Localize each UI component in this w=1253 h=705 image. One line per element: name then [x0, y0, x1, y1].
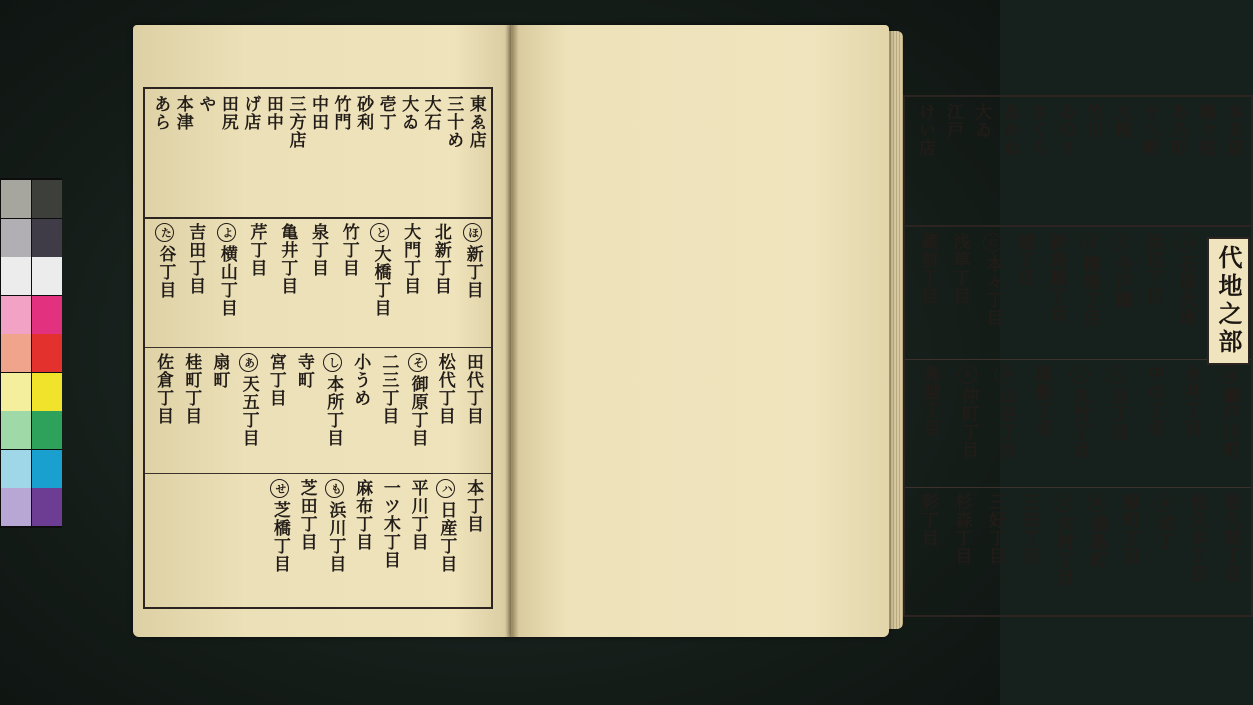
- entry-column: [219, 95, 236, 213]
- circle-mark: ほ: [1219, 365, 1238, 384]
- entry-column: [350, 353, 371, 469]
- entry-column: [185, 223, 206, 343]
- entry-column: [174, 95, 191, 213]
- entry-text: 竹門: [330, 95, 351, 131]
- entry-text: ゐのり: [1055, 103, 1075, 157]
- entry-text: 三十め: [443, 95, 464, 149]
- entry-column: [155, 223, 174, 343]
- entry-column: [267, 353, 284, 469]
- entry-text: 吉田丁目: [185, 223, 206, 295]
- entry-column: [983, 233, 1002, 355]
- entry-text: 三方店: [285, 95, 306, 149]
- entry-column: [917, 233, 938, 355]
- entry-text: 本所丁目: [323, 375, 344, 447]
- entry-text: 彩丁目: [917, 493, 938, 547]
- entry-text: 芹丁目: [246, 223, 267, 277]
- color-patch: [32, 296, 62, 334]
- circle-mark: は: [1079, 233, 1098, 252]
- entry-text: 一ツ木丁目: [379, 479, 400, 569]
- entry-text: 北新丁目: [430, 223, 451, 295]
- entry-column: [1224, 103, 1241, 221]
- entry-column: [467, 95, 484, 213]
- book-spine: [505, 25, 519, 637]
- color-patch: [32, 257, 62, 295]
- entry-column: [1000, 103, 1017, 221]
- circle-mark: い: [1176, 233, 1195, 252]
- entry-text: けい店: [915, 103, 935, 157]
- entry-text: 本々丁目: [982, 255, 1003, 327]
- entry-column: [919, 493, 936, 609]
- entry-text: 二三丁目: [378, 353, 399, 425]
- divider: [145, 347, 491, 348]
- entry-text: 佐倉丁目: [153, 353, 174, 425]
- entry-text: 田代丁目: [462, 353, 483, 425]
- entry-text: 大橋丁目: [370, 245, 391, 317]
- entry-text: 芝橋丁目: [269, 501, 290, 573]
- entry-column: [323, 353, 342, 469]
- entry-column: [1020, 493, 1037, 609]
- entry-text: 本ゑ店: [1223, 103, 1243, 157]
- entry-text: 宮丁目: [265, 353, 286, 407]
- entry-text: あら: [150, 95, 171, 131]
- entry-column: [353, 95, 374, 213]
- entry-text: 瀬戸川町: [1219, 387, 1240, 459]
- entry-text: 旦丁目: [1107, 387, 1128, 441]
- entry-column: [400, 223, 421, 343]
- entry-text: や: [195, 95, 216, 113]
- entry-text: 湯島町: [1086, 515, 1107, 569]
- circle-mark: た: [155, 223, 174, 242]
- color-patch: [1, 450, 31, 488]
- circle-mark: せ: [270, 479, 289, 498]
- entry-text: 永井丁目: [1181, 365, 1201, 437]
- entry-column: [1107, 365, 1126, 483]
- color-patch: [32, 180, 62, 218]
- entry-text: 山谷丁目: [995, 387, 1016, 459]
- entry-text: 仲町丁目: [958, 387, 978, 459]
- entry-text: 寺町: [293, 353, 314, 389]
- entry-column: [1056, 103, 1073, 221]
- color-patch: [1, 334, 31, 372]
- entry-column: [1112, 103, 1129, 221]
- entry-column: [309, 223, 326, 343]
- circle-mark: と: [370, 223, 389, 242]
- entry-column: [248, 223, 265, 343]
- entry-column: [240, 95, 261, 213]
- color-patch: [1, 296, 31, 334]
- entry-column: [1168, 103, 1185, 221]
- entry-text: 梅ヶ枝: [1195, 103, 1215, 157]
- entry-column: [1154, 493, 1173, 609]
- entry-text: あかね: [999, 103, 1019, 157]
- entry-column: [1053, 493, 1072, 609]
- entry-column: [1140, 103, 1157, 221]
- entry-column: [370, 223, 389, 343]
- entry-text: 諸丁目: [1013, 233, 1034, 287]
- entry-column: [239, 353, 258, 469]
- color-patch: [32, 488, 62, 526]
- color-patch: [32, 450, 62, 488]
- left-page: [133, 25, 511, 637]
- entry-text: 三田丁目: [1018, 493, 1039, 565]
- entry-text: 本丁目: [463, 479, 484, 533]
- color-patch: [32, 411, 62, 449]
- color-patch: [32, 334, 62, 372]
- circle-mark: ち: [958, 365, 977, 384]
- entry-column: [325, 479, 344, 601]
- entry-text: 石原代地: [1175, 255, 1196, 327]
- right-page: [511, 25, 1243, 637]
- entry-column: [1070, 365, 1089, 483]
- entry-column: [270, 479, 289, 601]
- entry-text: 大石: [420, 95, 441, 131]
- color-patch: [32, 219, 62, 257]
- entry-text: 大ゐ: [398, 95, 419, 131]
- entry-text: 浜辺丁目: [1142, 233, 1163, 305]
- entry-text: 三好丁目: [985, 493, 1005, 565]
- entry-text: 平川丁目: [407, 479, 428, 551]
- entry-column: [1182, 365, 1199, 483]
- entry-text: 日産丁目: [436, 501, 457, 573]
- entry-column: [944, 103, 961, 221]
- entry-column: [277, 223, 298, 343]
- circle-mark: よ: [217, 223, 236, 242]
- circle-mark: そ: [408, 353, 427, 372]
- entry-column: [1220, 493, 1241, 609]
- entry-column: [432, 223, 449, 343]
- entry-column: [1079, 233, 1098, 355]
- entry-text: 竹丁目: [338, 223, 359, 277]
- entry-column: [309, 95, 326, 213]
- entry-text: 天五丁目: [238, 375, 259, 447]
- entry-column: [986, 493, 1003, 609]
- entry-text: 壱丁: [375, 95, 396, 131]
- entry-text: 小うめ: [350, 353, 371, 407]
- circle-mark: へ: [1107, 365, 1126, 384]
- color-patch: [1, 180, 31, 218]
- color-patch: [1, 257, 31, 295]
- entry-text: 東ゑ店: [465, 95, 486, 149]
- entry-text: 御原丁目: [407, 375, 428, 447]
- entry-text: 鳥越丁目: [919, 365, 940, 437]
- entry-column: [443, 95, 464, 213]
- entry-text: 宍村丁目: [1053, 515, 1074, 587]
- section-title: 代地之部: [1207, 237, 1250, 365]
- entry-text: 新鳥越丁目: [1046, 233, 1066, 323]
- color-patch: [1, 373, 31, 411]
- entry-column: [921, 365, 938, 483]
- entry-text: 浅草丁目: [949, 233, 970, 305]
- entry-column: [264, 95, 281, 213]
- entry-column: [377, 95, 394, 213]
- entry-column: [1047, 233, 1064, 355]
- entry-text: 中の丁目: [1143, 365, 1164, 437]
- entry-text: 竹川: [1083, 103, 1103, 139]
- divider: [905, 487, 1251, 488]
- circle-mark: ろ: [1111, 233, 1130, 252]
- entry-text: 桂町丁目: [181, 353, 202, 425]
- circle-mark: ス: [1053, 493, 1072, 512]
- entry-column: [436, 353, 453, 469]
- entry-column: [1084, 103, 1101, 221]
- circle-mark: ほ: [463, 223, 482, 242]
- entry-column: [1188, 493, 1205, 609]
- entry-column: [463, 479, 484, 601]
- circle-mark: あ: [239, 353, 258, 372]
- entry-column: [409, 479, 426, 601]
- entry-text: 黒船丁目: [1031, 365, 1052, 437]
- entry-text: 佐久本丁目: [1186, 493, 1207, 583]
- entry-column: [381, 479, 398, 601]
- circle-mark: も: [325, 479, 344, 498]
- entry-column: [153, 353, 174, 469]
- entry-text: 今戸橋: [1111, 255, 1132, 309]
- right-page-frame: [903, 95, 1253, 617]
- left-page-frame: [143, 87, 493, 609]
- entry-column: [422, 95, 439, 213]
- entry-column: [1219, 365, 1238, 483]
- entry-column: [217, 223, 236, 343]
- circle-mark: ゆ: [1087, 493, 1106, 512]
- entry-text: 松代丁目: [434, 353, 455, 425]
- color-patch: [1, 488, 31, 526]
- divider: [145, 217, 491, 219]
- entry-column: [436, 479, 455, 601]
- entry-text: 大門丁目: [400, 223, 421, 295]
- entry-column: [972, 103, 989, 221]
- entry-text: 蔵前丁目: [917, 233, 938, 305]
- entry-column: [195, 95, 216, 213]
- entry-text: 大ゐ: [971, 103, 991, 139]
- entry-column: [1015, 233, 1032, 355]
- circle-mark: や: [995, 365, 1014, 384]
- entry-text: 田中: [262, 95, 283, 131]
- entry-text: 田尻: [217, 95, 238, 131]
- entry-text: げ店: [240, 95, 261, 131]
- entry-text: 杉森丁目: [951, 493, 972, 565]
- entry-column: [340, 223, 357, 343]
- entry-column: [298, 479, 315, 601]
- entry-text: 扇町: [209, 353, 230, 389]
- entry-column: [1176, 233, 1195, 355]
- color-patch: [1, 411, 31, 449]
- entry-column: [464, 353, 481, 469]
- entry-text: 横山丁目: [216, 245, 237, 317]
- entry-column: [181, 353, 202, 469]
- entry-text: 江戸: [943, 103, 963, 139]
- entry-text: 中田: [308, 95, 328, 131]
- divider: [145, 473, 491, 474]
- entry-column: [1111, 233, 1130, 355]
- entry-text: 丸竹丁目: [1070, 387, 1090, 459]
- entry-text: さくら: [1027, 103, 1047, 157]
- entry-text: 麻布丁目: [352, 479, 373, 551]
- entry-column: [1119, 493, 1140, 609]
- circle-mark: き: [1154, 493, 1173, 512]
- circle-mark: に: [983, 233, 1002, 252]
- entry-text: 亀井丁目: [277, 223, 298, 295]
- open-book: [133, 25, 1243, 645]
- entry-column: [209, 353, 230, 469]
- entry-text: 新丁目: [462, 245, 483, 299]
- entry-column: [951, 493, 972, 609]
- entry-column: [1087, 493, 1106, 609]
- entry-text: 本津: [172, 95, 193, 131]
- entry-column: [1145, 365, 1162, 483]
- entry-column: [332, 95, 349, 213]
- entry-column: [378, 353, 399, 469]
- divider: [905, 225, 1251, 227]
- entry-text: 十八軒: [1139, 103, 1159, 157]
- entry-column: [958, 365, 977, 483]
- entry-text: 谷丁目: [155, 245, 176, 299]
- entry-column: [995, 365, 1014, 483]
- circle-mark: ハ: [436, 479, 455, 498]
- circle-mark: く: [1070, 365, 1089, 384]
- entry-text: 坊丁: [1154, 515, 1174, 551]
- entry-column: [916, 103, 933, 221]
- entry-text: 橋場丁目: [1079, 255, 1100, 327]
- entry-text: 浜川丁目: [325, 501, 346, 573]
- entry-column: [1028, 103, 1045, 221]
- entry-column: [408, 353, 427, 469]
- entry-column: [150, 95, 171, 213]
- entry-text: 泉丁目: [308, 223, 328, 277]
- circle-mark: し: [323, 353, 342, 372]
- entry-column: [1196, 103, 1213, 221]
- color-patch: [1, 219, 31, 257]
- entry-column: [285, 95, 306, 213]
- entry-column: [1033, 365, 1050, 483]
- entry-text: 芝田丁目: [296, 479, 317, 551]
- entry-text: 佐久間丁目: [1220, 493, 1241, 583]
- divider: [905, 359, 1251, 360]
- entry-column: [398, 95, 419, 213]
- color-patch: [32, 373, 62, 411]
- entry-column: [463, 223, 482, 343]
- color-calibration-chart: [0, 178, 62, 528]
- entry-column: [352, 479, 373, 601]
- entry-column: [949, 233, 970, 355]
- entry-text: あ乃町: [1167, 103, 1187, 157]
- entry-text: 大根: [1111, 103, 1131, 139]
- entry-text: 緑町丁目: [1119, 493, 1140, 565]
- entry-text: 砂利: [353, 95, 374, 131]
- entry-column: [295, 353, 312, 469]
- entry-column: [1144, 233, 1161, 355]
